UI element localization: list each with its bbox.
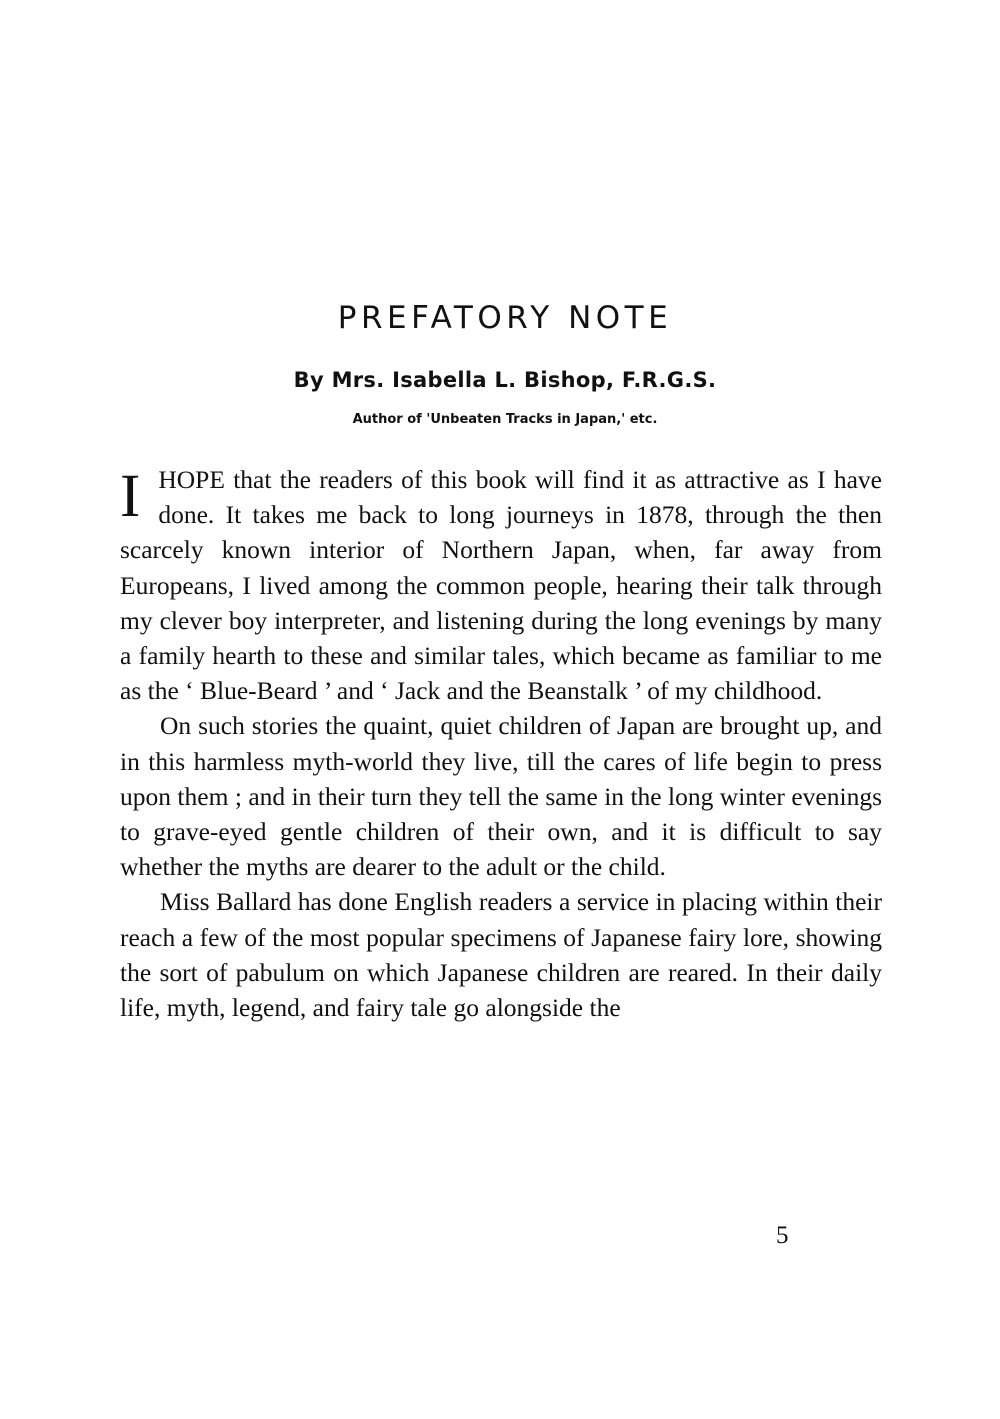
paragraph-1 [120, 462, 882, 708]
drop-cap: I [120, 463, 141, 530]
author-credit: Author of 'Unbeaten Tracks in Japan,' etc. [352, 412, 658, 427]
paragraph-1-text: HOPE that the readers of this book will find it as attractive as I have done. It takes me back to long journeys in 1878, through the then scarcely known interior of Northern Japan, when, far away from Europeans, I lived among the common people, hearing their talk through my clever boy interpreter, and listening during the long evenings by many a family hearth to these and similar tales, which became as familiar to me as the ‘ Blue-Beard ’ and ‘ Jack and the Beanstalk ’ of my childhood. [120, 465, 882, 706]
page-title: PREFATORY NOTE [337, 300, 673, 336]
page-number: 5 [776, 1222, 789, 1249]
paragraph-2: On such stories the quaint, quiet children of Japan are brought up, and in this harmless myth-world they live, till the cares of life begin to press upon them ; and in their turn they tell the same in the long winter evenings to grave-eyed gentle children of their own, and it is difficult to say whether the myths are dearer to the adult or the child. [120, 711, 882, 882]
author-byline: By Mrs. Isabella L. Bishop, F.R.G.S. [293, 368, 717, 392]
body-text [120, 462, 882, 1025]
paragraph-3: Miss Ballard has done English readers a service in placing within their reach a few of the most popular specimens of Japanese fairy lore, showing the sort of pabulum on which Japanese children are reared. In their daily life, myth, legend, and fairy tale go alongside the [120, 887, 882, 1023]
